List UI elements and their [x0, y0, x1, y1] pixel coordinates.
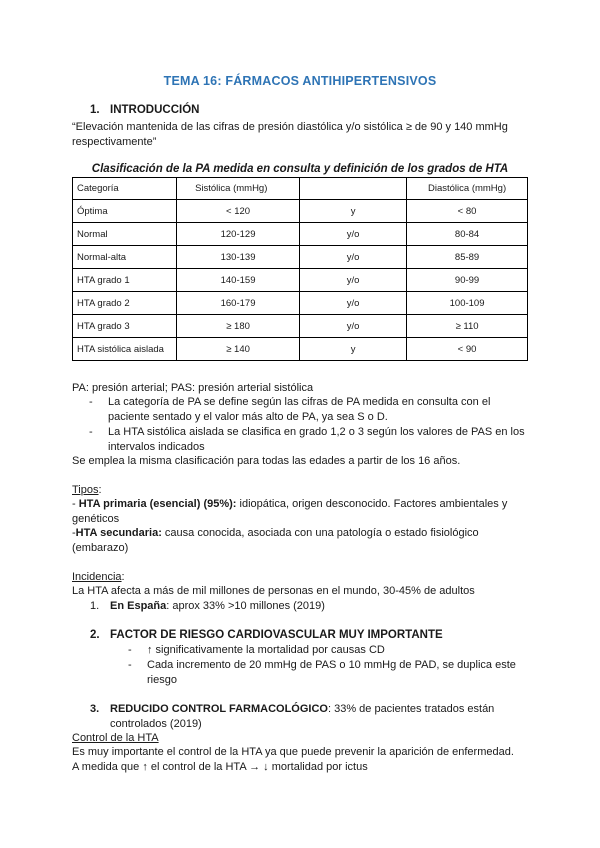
table-cell: ≥ 180	[177, 315, 300, 338]
table-cell: y/o	[300, 292, 407, 315]
list-item-text: La HTA sistólica aislada se clasifica en grado 1,2 o 3 según los valores de PAS en los intervalos indicados	[108, 426, 525, 453]
primaria-text: idiopática, origen desconocido. Factores ambientales y genéticos	[72, 498, 508, 525]
list-item	[128, 643, 528, 658]
table-cell: y	[300, 200, 407, 223]
document-title: TEMA 16: FÁRMACOS ANTIHIPERTENSIVOS	[163, 74, 437, 88]
table-cell: 120-129	[177, 223, 300, 246]
incidencia-text: La HTA afecta a más de mil millones de personas en el mundo, 30-45% de adultos	[72, 585, 475, 597]
table-header-cell: Categoría	[73, 178, 177, 200]
table-row	[73, 223, 528, 246]
section-3-number: 3.	[90, 703, 100, 715]
dash-bullet: -	[128, 659, 132, 671]
tipos-label: Tipos	[72, 484, 99, 496]
list-item-text: ↑ significativamente la mortalidad por causas CD	[147, 644, 385, 656]
table-row	[73, 315, 528, 338]
table-header-cell: Diastólica (mmHg)	[407, 178, 528, 200]
table-cell: y/o	[300, 315, 407, 338]
incidencia-label: Incidencia	[72, 571, 122, 583]
table-cell: y	[300, 338, 407, 361]
hta-primaria	[72, 497, 528, 527]
list-item-text: Cada incremento de 20 mmHg de PAS o 10 mmHg de PAD, se duplica este riesgo	[147, 659, 516, 686]
table-cell: 85-89	[407, 246, 528, 269]
table-cell: 130-139	[177, 246, 300, 269]
dash-bullet: -	[89, 396, 93, 408]
abbreviations-note: PA: presión arterial; PAS: presión arterial sistólica	[72, 382, 314, 394]
table-cell: 90-99	[407, 269, 528, 292]
table-row	[73, 269, 528, 292]
dash-bullet: -	[89, 426, 93, 438]
section-3-title: REDUCIDO CONTROL FARMACOLÓGICO	[110, 703, 328, 715]
table-cell: y/o	[300, 223, 407, 246]
list-item	[89, 395, 529, 425]
pa-classification-table	[72, 177, 528, 361]
section-3-text: : 33% de pacientes tratados están controlados (2019)	[110, 703, 495, 730]
list-item	[89, 425, 529, 455]
control-text-2: A medida que ↑ el control de la HTA → ↓ mortalidad por ictus	[72, 761, 368, 773]
hta-secundaria	[72, 526, 528, 556]
table-row	[73, 200, 528, 223]
secundaria-text: causa conocida, asociada con una patología o estado fisiológico (embarazo)	[72, 527, 479, 554]
table-cell: Normal	[73, 223, 177, 246]
table-cell: y/o	[300, 269, 407, 292]
control-text-1: Es muy importante el control de la HTA ya que puede prevenir la aparición de enfermedad.	[72, 746, 514, 758]
table-cell: HTA grado 3	[73, 315, 177, 338]
incidencia-item-number: 1.	[90, 600, 100, 612]
table-cell: Óptima	[73, 200, 177, 223]
section-2-number: 2.	[90, 629, 100, 641]
section-2-title: FACTOR DE RIESGO CARDIOVASCULAR MUY IMPORTANTE	[110, 629, 443, 641]
ages-note: Se emplea la misma clasificación para todas las edades a partir de los 16 años.	[72, 455, 461, 467]
table-header-cell	[300, 178, 407, 200]
dash-bullet: -	[128, 644, 132, 656]
section-3-heading	[90, 702, 540, 732]
list-item	[128, 658, 528, 688]
notes-list	[89, 395, 529, 455]
table-cell: 100-109	[407, 292, 528, 315]
section-1-heading	[90, 103, 199, 118]
primaria-prefix: -	[72, 498, 79, 510]
table-cell: HTA sistólica aislada	[73, 338, 177, 361]
secundaria-label: HTA secundaria:	[75, 527, 162, 539]
table-caption: Clasificación de la PA medida en consulta y definición de los grados de HTA	[91, 163, 509, 175]
table-row	[73, 338, 528, 361]
table-cell: ≥ 140	[177, 338, 300, 361]
incidencia-label-line: Incidencia:	[72, 571, 125, 583]
table-cell: ≥ 110	[407, 315, 528, 338]
table-cell: < 120	[177, 200, 300, 223]
table-cell: < 80	[407, 200, 528, 223]
incidencia-item-text: : aprox 33% >10 millones (2019)	[166, 600, 325, 612]
table-cell: < 90	[407, 338, 528, 361]
table-header-cell: Sistólica (mmHg)	[177, 178, 300, 200]
section-2-list	[128, 643, 528, 688]
incidencia-item	[90, 599, 546, 614]
section-1-title: INTRODUCCIÓN	[110, 104, 200, 116]
primaria-label: HTA primaria (esencial) (95%):	[78, 498, 237, 510]
section-2-heading	[90, 628, 443, 643]
table-header-row	[73, 178, 528, 200]
table-row	[73, 292, 528, 315]
list-item-text: La categoría de PA se define según las cifras de PA medida en consulta con el paciente sentado y el valor más alto de PA, ya sea S o D.	[108, 396, 491, 423]
table-cell: 160-179	[177, 292, 300, 315]
table-row	[73, 246, 528, 269]
secundaria-prefix: -	[72, 527, 76, 539]
table-cell: Normal-alta	[73, 246, 177, 269]
table-cell: HTA grado 1	[73, 269, 177, 292]
control-label-line	[72, 731, 528, 746]
table-cell: 140-159	[177, 269, 300, 292]
table-cell: 80-84	[407, 223, 528, 246]
table-cell: HTA grado 2	[73, 292, 177, 315]
tipos-label-line: Tipos:	[72, 484, 102, 496]
incidencia-item-label: En España	[110, 600, 167, 612]
table-cell: y/o	[300, 246, 407, 269]
hta-definition-quote: “Elevación mantenida de las cifras de presión diastólica y/o sistólica ≥ de 90 y 140 mmHg respectivamente”	[72, 121, 508, 148]
section-1-number: 1.	[90, 104, 100, 116]
control-label: Control de la HTA	[72, 732, 159, 744]
